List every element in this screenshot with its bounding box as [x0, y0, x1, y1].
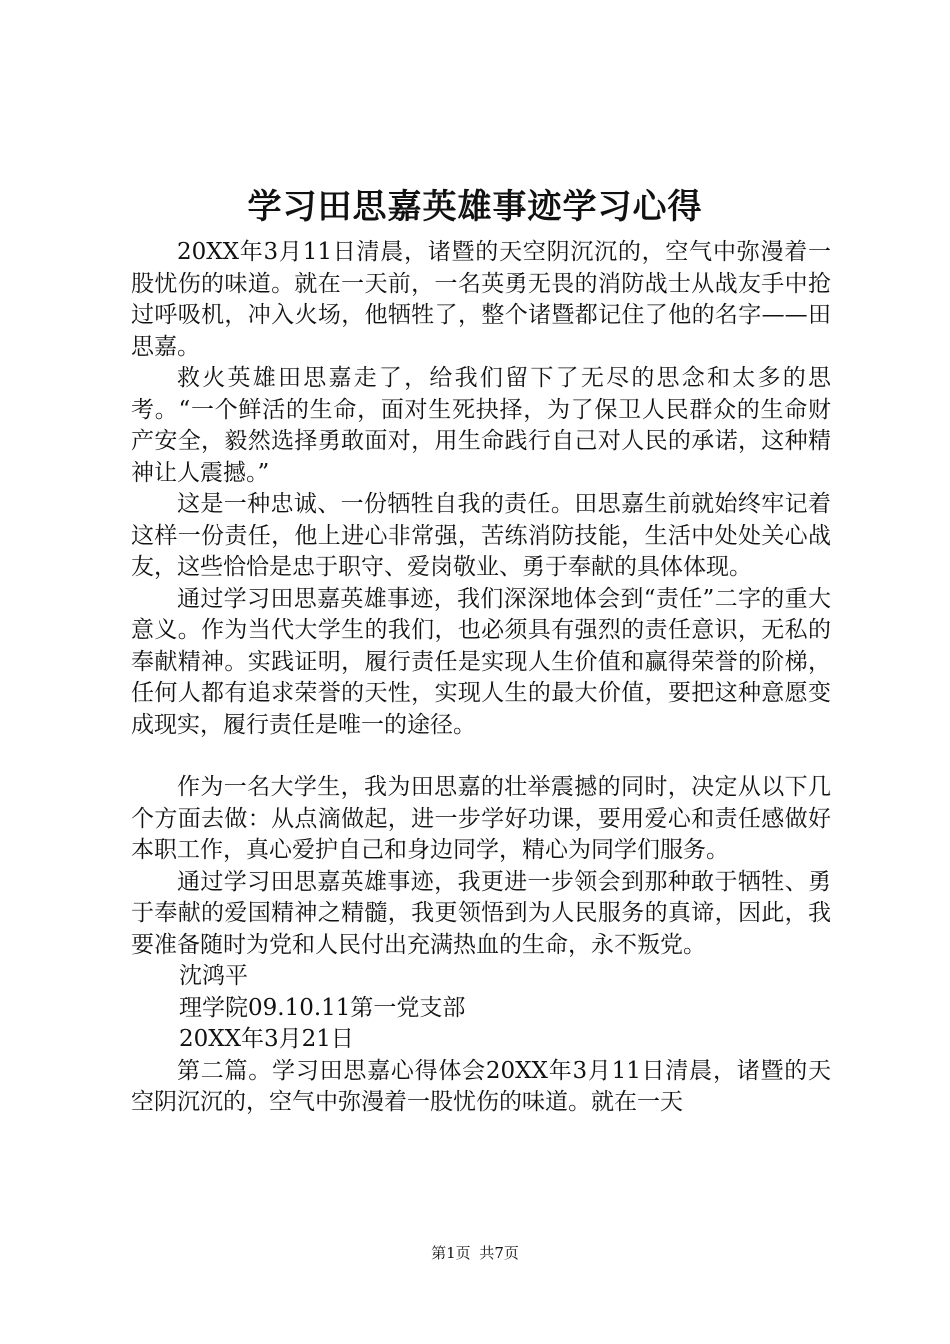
document-body: [131, 237, 831, 1119]
paragraph-5: 作为一名大学生，我为田思嘉的壮举震撼的同时，决定从以下几个方面去做：从点滴做起，进一步学好功课，要用爱心和责任感做好本职工作，真心爱护自己和身边同学，精心为同学们服务。: [131, 774, 831, 863]
paragraph-4: 通过学习田思嘉英雄事迹，我们深深地体会到“责任”二字的重大意义。作为当代大学生的我们，也必须具有强烈的责任意识，无私的奉献精神。实践证明，履行责任是实现人生价值和赢得荣誉的阶梯，任何人都有追求荣誉的天性，实现人生的最大价值，要把这种意愿变成现实，履行责任是唯一的途径。: [131, 585, 831, 738]
paragraph-6: 通过学习田思嘉英雄事迹，我更进一步领会到那种敢于牺牲、勇于奉献的爱国精神之精髓，我更领悟到为人民服务的真谛，因此，我要准备随时为党和人民付出充满热血的生命，永不叛党。: [131, 868, 831, 958]
document-title: 学习田思嘉英雄事迹学习心得: [247, 187, 703, 227]
page-number: 第1页: [431, 1244, 471, 1262]
signature-name: 沈鸿平: [179, 963, 248, 989]
signature-date: 20XX年3月21日: [179, 1026, 354, 1052]
paragraph-1: 20XX年3月11日清晨，诸暨的天空阴沉沉的，空气中弥漫着一股忧伤的味道。就在一天前，一名英勇无畏的消防战士从战友手中抢过呼吸机，冲入火场，他牺牲了，整个诸暨都记住了他的名字——田思嘉。: [131, 239, 831, 360]
paragraph-2: 救火英雄田思嘉走了，给我们留下了无尽的思念和太多的思考。“一个鲜活的生命，面对生死抉择，为了保卫人民群众的生命财产安全，毅然选择勇敢面对，用生命践行自己对人民的承诺，这种精神让人震撼。”: [131, 365, 831, 486]
paragraph-3: 这是一种忠诚、一份牺牲自我的责任。田思嘉生前就始终牢记着这样一份责任，他上进心非常强，苦练消防技能，生活中处处关心战友，这些恰恰是忠于职守、爱岗敬业、勇于奉献的具体体现。: [131, 491, 831, 580]
next-section-paragraph: 第二篇。学习田思嘉心得体会20XX年3月11日清晨，诸暨的天空阴沉沉的，空气中弥漫着一股忧伤的味道。就在一天: [131, 1057, 831, 1115]
signature-unit: 理学院09.10.11第一党支部: [179, 994, 466, 1021]
page-footer: [0, 1242, 950, 1263]
page-total: 共7页: [479, 1244, 519, 1262]
